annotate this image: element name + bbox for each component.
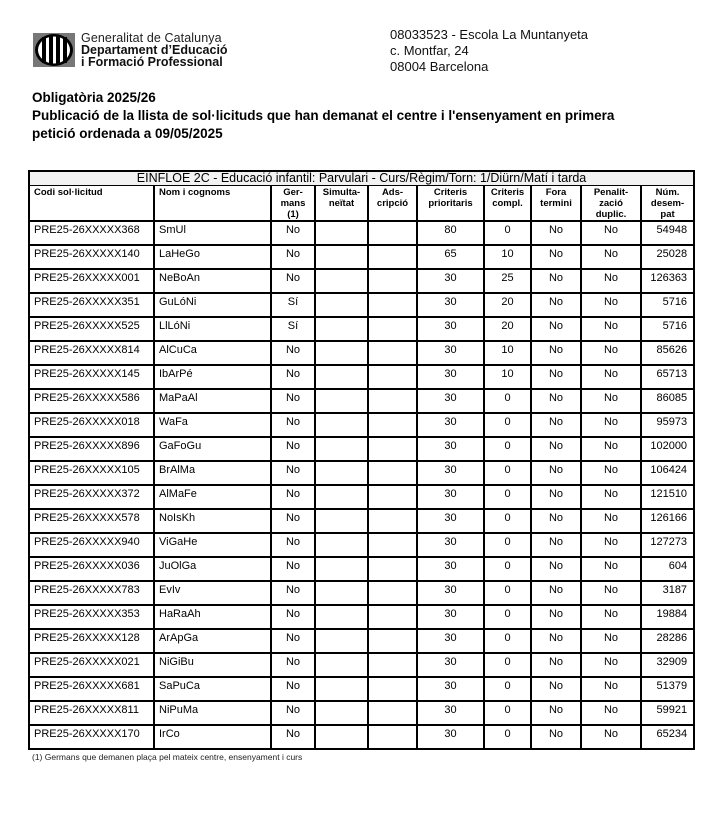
cell-germans: No [271, 701, 315, 725]
cell-num-desempat: 51379 [641, 677, 694, 701]
cell-adscripcio [368, 725, 417, 749]
cell-penalitzacio: No [581, 509, 641, 533]
cell-codi: PRE25-26XXXXX525 [29, 317, 154, 341]
cell-germans: No [271, 461, 315, 485]
cell-simultaneitat [315, 413, 368, 437]
table-row [29, 533, 694, 557]
cell-num-desempat: 86085 [641, 389, 694, 413]
cell-num-desempat: 102000 [641, 437, 694, 461]
cell-fora-termini: No [531, 485, 581, 509]
cell-penalitzacio: No [581, 533, 641, 557]
cell-adscripcio [368, 365, 417, 389]
col-header-criteris-compl: Criteris compl. [484, 186, 531, 222]
table-row [29, 509, 694, 533]
cell-criteris-compl: 0 [484, 221, 531, 245]
cell-simultaneitat [315, 581, 368, 605]
footnote: (1) Germans que demanen plaça pel mateix centre, ensenyament i curs [32, 752, 303, 762]
cell-germans: No [271, 437, 315, 461]
cell-codi: PRE25-26XXXXX940 [29, 533, 154, 557]
cell-codi: PRE25-26XXXXX681 [29, 677, 154, 701]
cell-simultaneitat [315, 365, 368, 389]
cell-adscripcio [368, 341, 417, 365]
generalitat-logo [33, 32, 228, 68]
cell-nom: JuOlGa [154, 557, 271, 581]
cell-fora-termini: No [531, 341, 581, 365]
cell-nom: NoIsKh [154, 509, 271, 533]
cell-criteris-compl: 0 [484, 653, 531, 677]
cell-num-desempat: 95973 [641, 413, 694, 437]
cell-criteris-prioritaris: 30 [417, 629, 484, 653]
cell-germans: No [271, 389, 315, 413]
cell-fora-termini: No [531, 701, 581, 725]
cell-penalitzacio: No [581, 725, 641, 749]
cell-adscripcio [368, 413, 417, 437]
requests-table [28, 170, 695, 750]
cell-nom: AlCuCa [154, 341, 271, 365]
cell-criteris-compl: 20 [484, 293, 531, 317]
cell-nom: NiGiBu [154, 653, 271, 677]
cell-adscripcio [368, 221, 417, 245]
table-row [29, 581, 694, 605]
cell-penalitzacio: No [581, 557, 641, 581]
cell-criteris-compl: 0 [484, 677, 531, 701]
table-row [29, 701, 694, 725]
cell-adscripcio [368, 509, 417, 533]
table-row [29, 269, 694, 293]
cell-fora-termini: No [531, 677, 581, 701]
cell-nom: SaPuCa [154, 677, 271, 701]
table-row [29, 437, 694, 461]
cell-adscripcio [368, 677, 417, 701]
department-name-cont: i Formació Professional [81, 55, 223, 69]
school-street: c. Montfar, 24 [390, 43, 469, 58]
cell-nom: MaPaAl [154, 389, 271, 413]
cell-num-desempat: 126363 [641, 269, 694, 293]
cell-criteris-prioritaris: 30 [417, 677, 484, 701]
cell-criteris-compl: 0 [484, 701, 531, 725]
table-row [29, 677, 694, 701]
cell-codi: PRE25-26XXXXX128 [29, 629, 154, 653]
table-row [29, 653, 694, 677]
cell-num-desempat: 121510 [641, 485, 694, 509]
col-header-num-desempat: Núm. desem- pat [641, 186, 694, 222]
cell-germans: No [271, 725, 315, 749]
cell-fora-termini: No [531, 245, 581, 269]
table-row [29, 293, 694, 317]
col-header-codi: Codi sol·licitud [29, 186, 154, 222]
table-row [29, 317, 694, 341]
cell-germans: Sí [271, 293, 315, 317]
cell-penalitzacio: No [581, 701, 641, 725]
cell-num-desempat: 54948 [641, 221, 694, 245]
cell-codi: PRE25-26XXXXX578 [29, 509, 154, 533]
cell-fora-termini: No [531, 437, 581, 461]
table-row [29, 605, 694, 629]
cell-adscripcio [368, 581, 417, 605]
cell-nom: LlLóNi [154, 317, 271, 341]
cell-nom: NeBoAn [154, 269, 271, 293]
cell-nom: SmUl [154, 221, 271, 245]
table-row [29, 485, 694, 509]
cell-germans: No [271, 365, 315, 389]
cell-simultaneitat [315, 629, 368, 653]
cell-criteris-prioritaris: 30 [417, 317, 484, 341]
cell-nom: EvIv [154, 581, 271, 605]
cell-penalitzacio: No [581, 461, 641, 485]
cell-adscripcio [368, 269, 417, 293]
table-row [29, 389, 694, 413]
cell-adscripcio [368, 701, 417, 725]
table-row [29, 221, 694, 245]
cell-criteris-prioritaris: 30 [417, 437, 484, 461]
cell-codi: PRE25-26XXXXX001 [29, 269, 154, 293]
cell-fora-termini: No [531, 461, 581, 485]
cell-germans: No [271, 605, 315, 629]
col-header-germans: Ger- mans (1) [271, 186, 315, 222]
cell-germans: No [271, 653, 315, 677]
cell-fora-termini: No [531, 389, 581, 413]
cell-criteris-prioritaris: 30 [417, 509, 484, 533]
cell-num-desempat: 5716 [641, 317, 694, 341]
cell-adscripcio [368, 533, 417, 557]
cell-codi: PRE25-26XXXXX372 [29, 485, 154, 509]
cell-criteris-compl: 0 [484, 581, 531, 605]
cell-num-desempat: 65234 [641, 725, 694, 749]
cell-fora-termini: No [531, 725, 581, 749]
cell-fora-termini: No [531, 317, 581, 341]
cell-codi: PRE25-26XXXXX351 [29, 293, 154, 317]
cell-criteris-compl: 10 [484, 245, 531, 269]
col-header-penalitzacio: Penalit- zació duplic. [581, 186, 641, 222]
cell-adscripcio [368, 485, 417, 509]
cell-criteris-prioritaris: 30 [417, 653, 484, 677]
cell-criteris-prioritaris: 30 [417, 341, 484, 365]
cell-codi: PRE25-26XXXXX783 [29, 581, 154, 605]
cell-nom: ArApGa [154, 629, 271, 653]
cell-germans: No [271, 413, 315, 437]
cell-adscripcio [368, 317, 417, 341]
cell-simultaneitat [315, 557, 368, 581]
cell-criteris-prioritaris: 30 [417, 581, 484, 605]
col-header-nom: Nom i cognoms [154, 186, 271, 222]
cell-criteris-compl: 25 [484, 269, 531, 293]
table-row [29, 725, 694, 749]
cell-adscripcio [368, 605, 417, 629]
cell-simultaneitat [315, 725, 368, 749]
cell-penalitzacio: No [581, 293, 641, 317]
cell-num-desempat: 85626 [641, 341, 694, 365]
cell-penalitzacio: No [581, 437, 641, 461]
cell-codi: PRE25-26XXXXX814 [29, 341, 154, 365]
cell-codi: PRE25-26XXXXX170 [29, 725, 154, 749]
cell-nom: LaHeGo [154, 245, 271, 269]
cell-adscripcio [368, 293, 417, 317]
cell-fora-termini: No [531, 533, 581, 557]
cell-penalitzacio: No [581, 389, 641, 413]
cell-fora-termini: No [531, 413, 581, 437]
cell-simultaneitat [315, 389, 368, 413]
table-row [29, 341, 694, 365]
col-header-adscripcio: Ads- cripció [368, 186, 417, 222]
cell-simultaneitat [315, 221, 368, 245]
cell-codi: PRE25-26XXXXX811 [29, 701, 154, 725]
cell-num-desempat: 126166 [641, 509, 694, 533]
cell-germans: No [271, 533, 315, 557]
table-row [29, 365, 694, 389]
cell-codi: PRE25-26XXXXX140 [29, 245, 154, 269]
table-banner: EINFLOE 2C - Educació infantil: Parvulari - Curs/Règim/Torn: 1/Diürn/Matí i tarda [29, 171, 694, 186]
cell-criteris-compl: 0 [484, 509, 531, 533]
cell-adscripcio [368, 557, 417, 581]
cell-nom: GaFoGu [154, 437, 271, 461]
cell-criteris-prioritaris: 80 [417, 221, 484, 245]
cell-germans: No [271, 677, 315, 701]
cell-simultaneitat [315, 677, 368, 701]
cell-penalitzacio: No [581, 677, 641, 701]
cell-simultaneitat [315, 341, 368, 365]
cell-penalitzacio: No [581, 341, 641, 365]
cell-num-desempat: 5716 [641, 293, 694, 317]
col-header-simultaneitat: Simulta- neïtat [315, 186, 368, 222]
cell-criteris-prioritaris: 65 [417, 245, 484, 269]
cell-simultaneitat [315, 317, 368, 341]
cell-nom: NiPuMa [154, 701, 271, 725]
cell-nom: BrAlMa [154, 461, 271, 485]
cell-adscripcio [368, 653, 417, 677]
cell-codi: PRE25-26XXXXX586 [29, 389, 154, 413]
cell-germans: No [271, 485, 315, 509]
cell-criteris-prioritaris: 30 [417, 269, 484, 293]
cell-criteris-prioritaris: 30 [417, 701, 484, 725]
cell-adscripcio [368, 461, 417, 485]
cell-codi: PRE25-26XXXXX896 [29, 437, 154, 461]
cell-criteris-compl: 0 [484, 461, 531, 485]
cell-criteris-prioritaris: 30 [417, 365, 484, 389]
cell-criteris-compl: 0 [484, 725, 531, 749]
cell-fora-termini: No [531, 293, 581, 317]
cell-fora-termini: No [531, 269, 581, 293]
school-address [390, 27, 588, 75]
cell-adscripcio [368, 389, 417, 413]
cell-germans: No [271, 245, 315, 269]
cell-num-desempat: 3187 [641, 581, 694, 605]
cell-germans: No [271, 341, 315, 365]
cell-criteris-compl: 0 [484, 437, 531, 461]
cell-simultaneitat [315, 269, 368, 293]
cell-criteris-compl: 10 [484, 365, 531, 389]
cell-criteris-compl: 20 [484, 317, 531, 341]
cell-penalitzacio: No [581, 317, 641, 341]
school-city: 08004 Barcelona [390, 59, 489, 74]
school-code-name: 08033523 - Escola La Muntanyeta [390, 27, 589, 42]
cell-num-desempat: 106424 [641, 461, 694, 485]
cell-criteris-compl: 0 [484, 629, 531, 653]
cell-penalitzacio: No [581, 485, 641, 509]
cell-nom: WaFa [154, 413, 271, 437]
cell-num-desempat: 32909 [641, 653, 694, 677]
cell-nom: ViGaHe [154, 533, 271, 557]
cell-penalitzacio: No [581, 629, 641, 653]
cell-adscripcio [368, 437, 417, 461]
cell-criteris-compl: 0 [484, 605, 531, 629]
cell-germans: Sí [271, 317, 315, 341]
cell-criteris-compl: 0 [484, 485, 531, 509]
cell-codi: PRE25-26XXXXX368 [29, 221, 154, 245]
table-row [29, 413, 694, 437]
cell-criteris-prioritaris: 30 [417, 389, 484, 413]
cell-num-desempat: 59921 [641, 701, 694, 725]
cell-num-desempat: 127273 [641, 533, 694, 557]
cell-criteris-prioritaris: 30 [417, 461, 484, 485]
cell-codi: PRE25-26XXXXX021 [29, 653, 154, 677]
cell-num-desempat: 65713 [641, 365, 694, 389]
cell-penalitzacio: No [581, 245, 641, 269]
col-header-fora-termini: Fora termini [531, 186, 581, 222]
document-title [32, 89, 614, 143]
cell-criteris-prioritaris: 30 [417, 413, 484, 437]
cell-nom: HaRaAh [154, 605, 271, 629]
table-row [29, 629, 694, 653]
cell-fora-termini: No [531, 509, 581, 533]
cell-fora-termini: No [531, 557, 581, 581]
cell-num-desempat: 19884 [641, 605, 694, 629]
cell-penalitzacio: No [581, 605, 641, 629]
col-header-criteris-prioritaris: Criteris prioritaris [417, 186, 484, 222]
cell-codi: PRE25-26XXXXX105 [29, 461, 154, 485]
table-row [29, 245, 694, 269]
cell-nom: AlMaFe [154, 485, 271, 509]
cell-penalitzacio: No [581, 413, 641, 437]
department-name: Departament d’Educació [81, 43, 228, 57]
cell-fora-termini: No [531, 365, 581, 389]
org-name: Generalitat de Catalunya [81, 31, 222, 45]
cell-germans: No [271, 269, 315, 293]
cell-germans: No [271, 509, 315, 533]
cell-simultaneitat [315, 485, 368, 509]
cell-criteris-compl: 10 [484, 341, 531, 365]
cell-nom: GuLóNi [154, 293, 271, 317]
cell-criteris-prioritaris: 30 [417, 557, 484, 581]
cell-penalitzacio: No [581, 581, 641, 605]
cell-nom: IbArPé [154, 365, 271, 389]
cell-fora-termini: No [531, 605, 581, 629]
cell-simultaneitat [315, 245, 368, 269]
cell-simultaneitat [315, 293, 368, 317]
cell-fora-termini: No [531, 221, 581, 245]
cell-codi: PRE25-26XXXXX018 [29, 413, 154, 437]
cell-germans: No [271, 557, 315, 581]
cell-codi: PRE25-26XXXXX353 [29, 605, 154, 629]
cell-penalitzacio: No [581, 221, 641, 245]
cell-fora-termini: No [531, 629, 581, 653]
cell-simultaneitat [315, 605, 368, 629]
cell-criteris-prioritaris: 30 [417, 605, 484, 629]
cell-criteris-compl: 0 [484, 389, 531, 413]
cell-num-desempat: 604 [641, 557, 694, 581]
cell-simultaneitat [315, 509, 368, 533]
cell-germans: No [271, 221, 315, 245]
table-row [29, 461, 694, 485]
cell-adscripcio [368, 629, 417, 653]
title-description: Publicació de la llista de sol·licituds que han demanat el centre i l'ensenyament en primera [32, 108, 615, 123]
cell-simultaneitat [315, 701, 368, 725]
cell-fora-termini: No [531, 653, 581, 677]
cell-penalitzacio: No [581, 653, 641, 677]
title-description-cont: petició ordenada a 09/05/2025 [32, 126, 223, 141]
cell-num-desempat: 28286 [641, 629, 694, 653]
cell-criteris-prioritaris: 30 [417, 293, 484, 317]
cell-codi: PRE25-26XXXXX036 [29, 557, 154, 581]
cell-nom: IrCo [154, 725, 271, 749]
cell-germans: No [271, 629, 315, 653]
cell-simultaneitat [315, 533, 368, 557]
cell-criteris-prioritaris: 30 [417, 485, 484, 509]
cell-adscripcio [368, 245, 417, 269]
catalan-emblem-icon [33, 33, 75, 67]
cell-simultaneitat [315, 437, 368, 461]
cell-germans: No [271, 581, 315, 605]
cell-penalitzacio: No [581, 365, 641, 389]
cell-codi: PRE25-26XXXXX145 [29, 365, 154, 389]
cell-criteris-prioritaris: 30 [417, 533, 484, 557]
cell-criteris-compl: 0 [484, 557, 531, 581]
title-year: Obligatòria 2025/26 [32, 90, 156, 105]
cell-simultaneitat [315, 461, 368, 485]
cell-simultaneitat [315, 653, 368, 677]
cell-criteris-prioritaris: 30 [417, 725, 484, 749]
cell-fora-termini: No [531, 581, 581, 605]
cell-num-desempat: 25028 [641, 245, 694, 269]
cell-criteris-compl: 0 [484, 413, 531, 437]
cell-penalitzacio: No [581, 269, 641, 293]
cell-criteris-compl: 0 [484, 533, 531, 557]
table-row [29, 557, 694, 581]
